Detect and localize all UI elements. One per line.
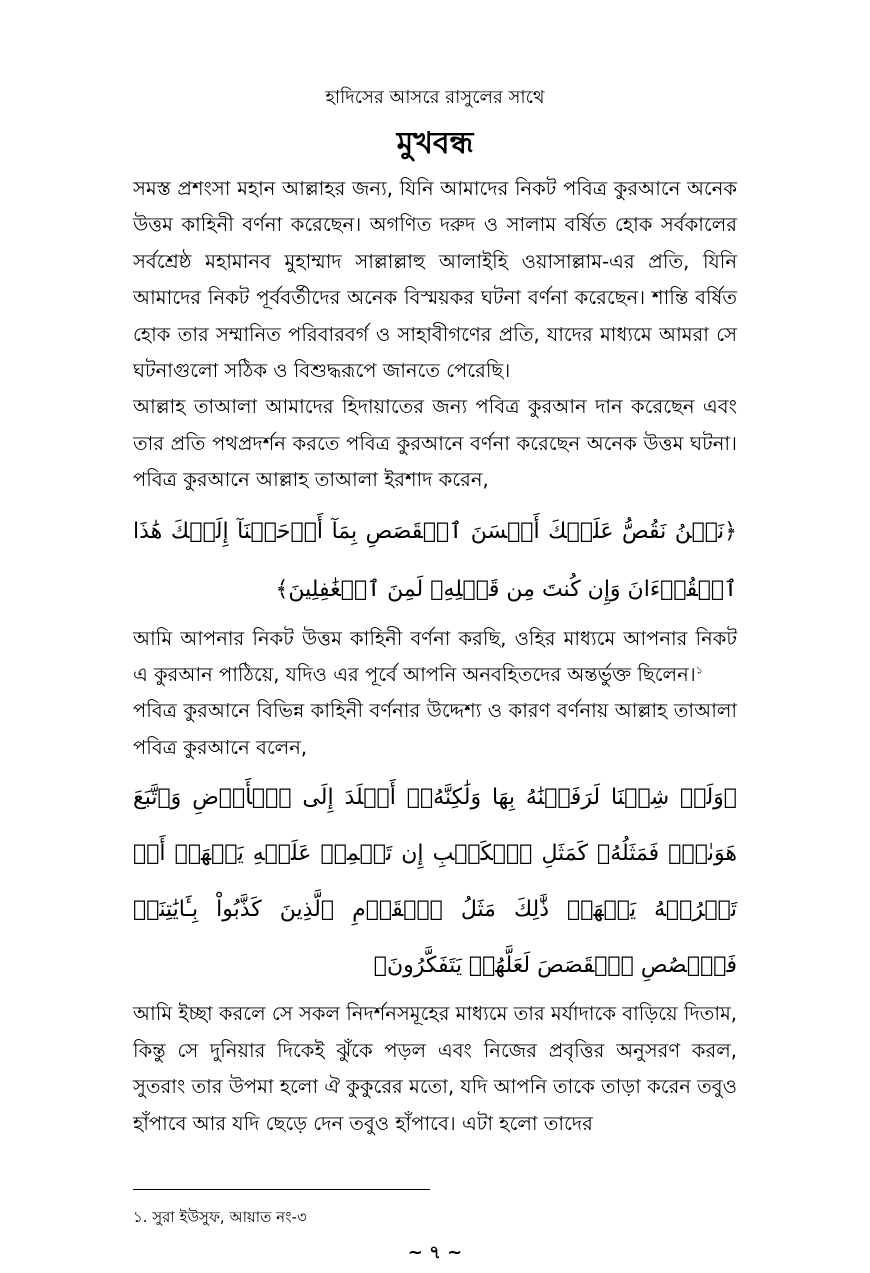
page-body xyxy=(133,171,737,1142)
paragraph-verse-translation xyxy=(133,621,737,694)
arabic-verse-araf: ﴿وَلَوۡ شِئۡنَا لَرَفَعۡنَٰهُ بِهَا وَلَٰكِنَّهُۥٓ أَخۡلَدَ إِلَى ٱلۡأَرۡضِ وَٱتَّبَعَ هَوَىٰهُۚ فَمَثَلُهُۥ كَمَثَلِ ٱلۡكَلۡبِ إِن تَحۡمِلۡ عَلَيۡهِ يَلۡهَثۡ أَوۡ تَتۡرُكۡهُ يَلۡهَثۚ ذَّٰلِكَ مَثَلُ ٱلۡقَوۡمِ ٱلَّذِينَ كَذَّبُواْ بِـَٔايَٰتِنَاۚ فَٱقۡصُصِ ٱلۡقَصَصَ لَعَلَّهُمۡ يَتَفَكَّرُونَ﴾ xyxy=(133,785,737,979)
paragraph-intro: সমস্ত প্রশংসা মহান আল্লাহর জন্য, যিনি আমাদের নিকট পবিত্র কুরআনে অনেক উত্তম কাহিনী বর্ণনা করেছেন। অগণিত দরুদ ও সালাম বর্ষিত হোক সর্বকালের সর্বশ্রেষ্ঠ মহামানব মুহাম্মাদ সাল্লাল্লাহু আলাইহি ওয়াসাল্লাম-এর প্রতি, যিনি আমাদের নিকট পূর্ববর্তীদের অনেক বিস্ময়কর ঘটনা বর্ণনা করেছেন। শান্তি বর্ষিত হোক তার সম্মানিত পরিবারবর্গ ও সাহাবীগণের প্রতি, যাদের মাধ্যমে আমরা সে ঘটনাগুলো সঠিক ও বিশুদ্ধরূপে জানতে পেরেছি। xyxy=(133,177,737,383)
footnote-marker: ১ xyxy=(695,663,703,677)
footnote-divider xyxy=(133,1189,430,1190)
paragraph-quran-gift: আল্লাহ তাআলা আমাদের হিদায়াতের জন্য পবিত্র কুরআন দান করেছেন এবং তার প্রতি পথপ্রদর্শন করতে পবিত্র কুরআনে বর্ণনা করেছেন অনেক উত্তম ঘটনা। পবিত্র কুরআনে আল্লাহ তাআলা ইরশাদ করেন, xyxy=(133,395,737,492)
footnote: ১. সুরা ইউসুফ, আয়াত নং-৩ xyxy=(133,1208,307,1226)
arabic-verse-yusuf: ﴿نَحۡنُ نَقُصُّ عَلَيۡكَ أَحۡسَنَ ٱلۡقَصَصِ بِمَآ أَوۡحَيۡنَآ إِلَيۡكَ هَٰذَا ٱلۡقُرۡءَانَ وَإِن كُنتَ مِن قَبۡلِهِۦ لَمِنَ ٱلۡغَٰفِلِينَ﴾ xyxy=(133,518,737,602)
chapter-title: মুখবন্ধ xyxy=(396,126,474,161)
translation-text: আমি আপনার নিকট উত্তম কাহিনী বর্ণনা করছি, ওহির মাধ্যমে আপনার নিকট এ কুরআন পাঠিয়ে, যদিও এর পূর্বে আপনি অনবহিতদের অন্তর্ভুক্ত ছিলেন। xyxy=(133,626,737,687)
page-number: ~ ৭ ~ xyxy=(407,1242,463,1263)
paragraph-purpose: পবিত্র কুরআনে বিভিন্ন কাহিনী বর্ণনার উদ্দেশ্য ও কারণ বর্ণনায় আল্লাহ তাআলা পবিত্র কুরআনে বলেন, xyxy=(133,699,737,759)
running-header: হাদিসের আসরে রাসুলের সাথে xyxy=(325,87,545,108)
paragraph-verse-translation-2: আমি ইচ্ছা করলে সে সকল নিদর্শনসমূহের মাধ্যমে তার মর্যাদাকে বাড়িয়ে দিতাম, কিন্তু সে দুনিয়ার দিকেই ঝুঁকে পড়ল এবং নিজের প্রবৃত্তির অনুসরণ করল, সুতরাং তার উপমা হলো ঐ কুকুরের মতো, যদি আপনি তাকে তাড়া করেন তবুও হাঁপাবে আর যদি ছেড়ে দেন তবুও হাঁপাবে। এটা হলো তাদের xyxy=(133,1002,737,1135)
